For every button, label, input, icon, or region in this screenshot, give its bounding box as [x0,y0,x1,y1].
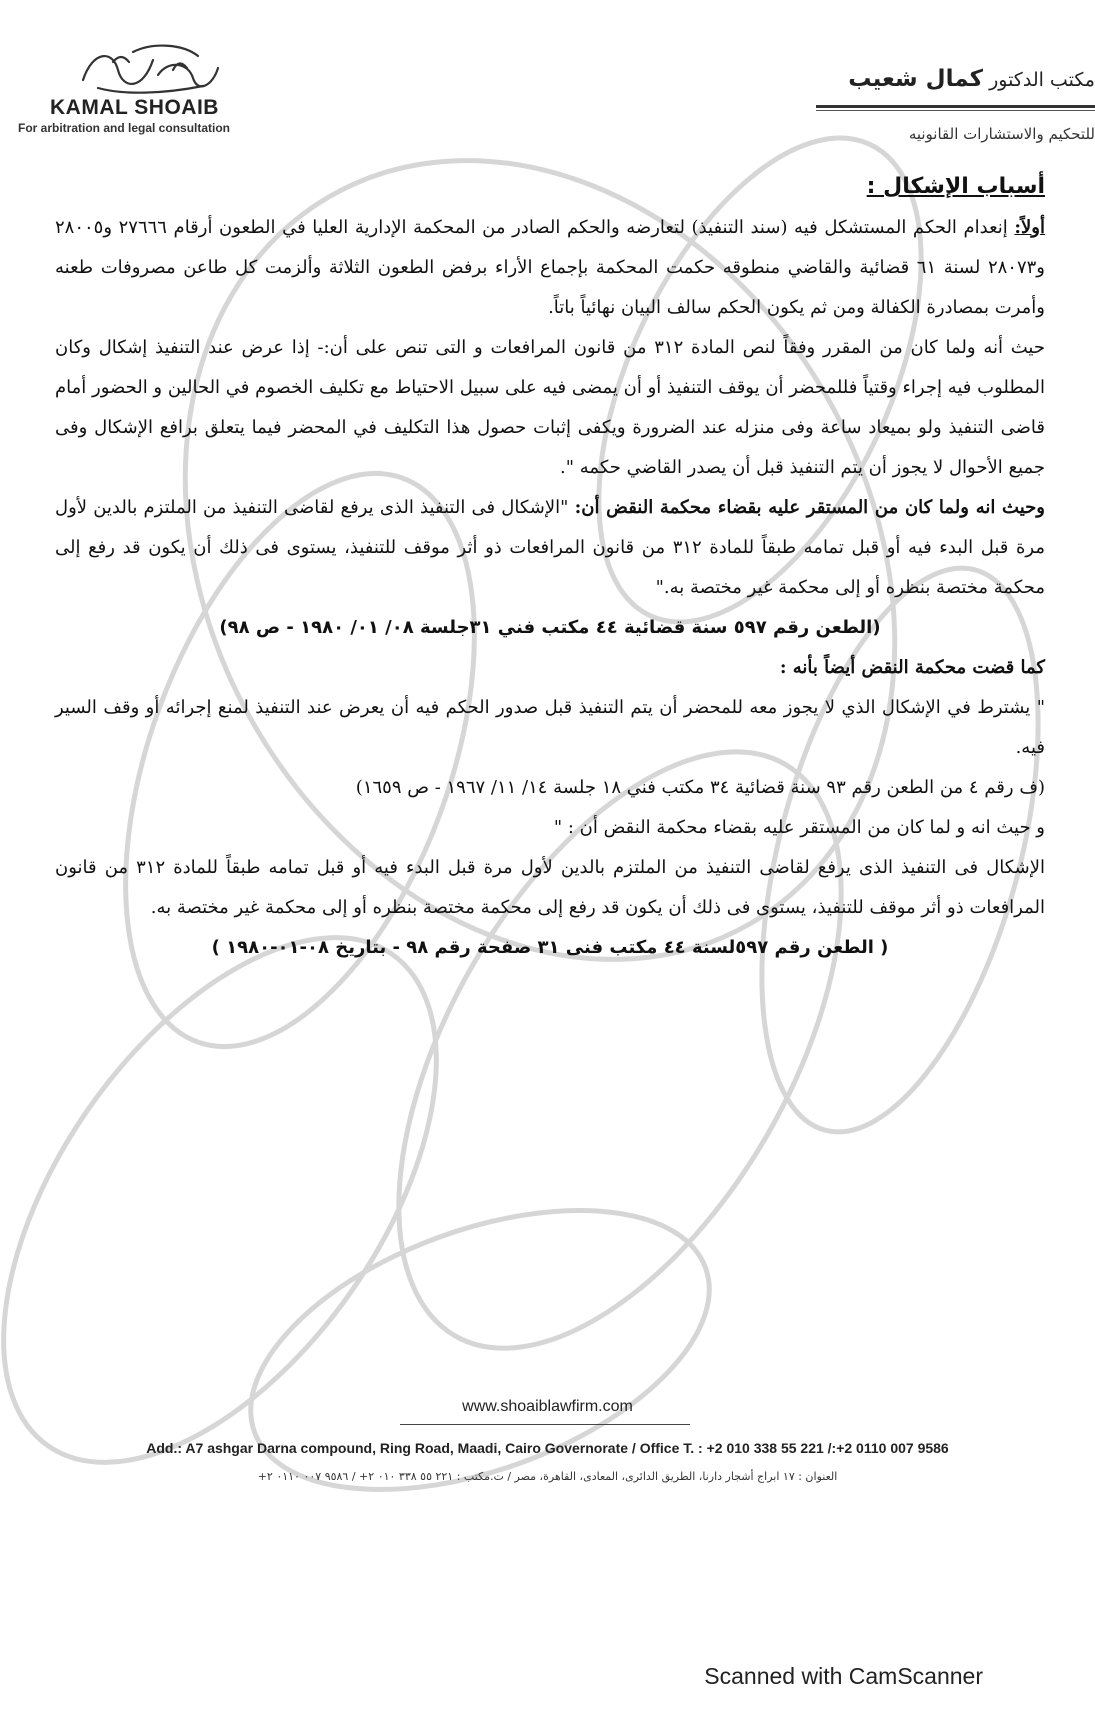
paragraph-condition: " يشترط في الإشكال الذي لا يجوز معه للمحضر أن يتم التنفيذ قبل صدور الحكم فيه أن يعرض عند التنفيذ لمنع إجرائه أو وقف السير فيه. [55,697,1045,758]
paragraph-article-312: حيث أنه ولما كان من المقرر وفقاً لنص المادة ٣١٢ من قانون المرافعات و التى تنص على أن:- إذا عرض عند التنفيذ إشكال وكان المطلوب فيه إجراء وقتياً فللمحضر أن يوقف التنفيذ أو أن يمضى فيه على سبيل الاحتياط مع تكليف الخصوم في الحالين و الحضور أمام قاضى التنفيذ ولو بميعاد ساعة وفى منزله عند الضرورة ويكفى إثبات حصول هذا التكليف في المحضر فيما يتعلق برافع الإشكال وفى جميع الأحوال لا يجوز أن يتم التنفيذ قبل أن يصدر القاضي حكمه ". [55,337,1045,478]
first-label: أولاً: [1014,217,1045,238]
address-arabic: العنوان : ١٧ ابراج أشجار دارنا، الطريق الدائرى، المعادى، القاهرة، مصر / ت.مكتب : ٢٢١ ٥٥ ٣٣٨ ٠١٠ ٢+ / ٩٥٨٦ ٠٠٧ ٠١١٠ ٢+ [257,1470,838,1483]
paragraph-heading-also: كما قضت محكمة النقض أيضاً بأنه : [779,657,1045,678]
office-prefix: مكتب الدكتور [989,69,1095,91]
cassation-text: "الإشكال فى التنفيذ الذى يرفع لقاضى التنفيذ من الملتزم بالدين لأول مرة قبل البدء فيه أو قبل تمامه طبقاً للمادة ٣١٢ من قانون المرافعات ذو أثر موقف للتنفيذ، يستوى فى ذلك أن يكون قد رفع إلى محكمة مختصة بنظره أو إلى محكمة غير مختصة به." [55,497,1045,598]
footer-rule [400,1424,690,1425]
logo-calligraphy-icon [73,40,223,98]
office-title [848,66,1095,92]
first-paragraph-text: إنعدام الحكم المستشكل فيه (سند التنفيذ) لتعارضه والحكم الصادر من المحكمة الإدارية العليا في الطعون أرقام ٢٧٦٦٦ و٢٨٠٠٥ و٢٨٠٧٣ لسنة ٦١ قضائية والقاضي منطوقه حكمت المحكمة بإجماع الأراء برفض الطعون الثلاثة وألزمت كل طاعن مصروفات طعنه وأمرت بمصادرة الكفالة ومن ثم يكون الحكم سالف البيان نهائياً باتاً. [55,217,1045,318]
paragraph-cassation-2-lead: و حيث انه و لما كان من المستقر عليه بقضاء محكمة النقض أن : " [553,817,1045,838]
citation-3: ( الطعن رقم ٥٩٧لسنة ٤٤ مكتب فنى ٣١ صفحة رقم ٩٨ - بتاريخ ٠٨-٠١-١٩٨٠ ) [211,937,889,958]
header-rule-thin [816,110,1095,111]
citation-1: (الطعن رقم ٥٩٧ سنة قضائية ٤٤ مكتب فني ٣١جلسة ٠٨/ ٠١/ ١٩٨٠ - ص ٩٨) [219,617,881,638]
paragraph-cassation-2: الإشكال فى التنفيذ الذى يرفع لقاضى التنفيذ من الملتزم بالدين لأول مرة قبل البدء فيه أو قبل تمامه طبقاً للمادة ٣١٢ من قانون المرافعات ذو أثر موقف للتنفيذ، يستوى فى ذلك أن يكون قد رفع إلى محكمة مختصة بنظره أو إلى محكمة غير مختصة به. [55,857,1045,918]
office-name: كمال شعيب [848,66,984,92]
section-title: أسباب الإشكال : [866,174,1045,199]
citation-2: (ف رقم ٤ من الطعن رقم ٩٣ سنة قضائية ٣٤ مكتب فني ١٨ جلسة ١٤/ ١١/ ١٩٦٧ - ص ١٦٥٩) [355,777,1045,798]
cassation-lead: وحيث انه ولما كان من المستقر عليه بقضاء محكمة النقض أن: [574,497,1045,518]
header-rule [816,105,1095,108]
scanner-label: Scanned with CamScanner [704,1663,983,1689]
paragraph-cassation-1 [55,488,1045,608]
logo-name: KAMAL SHOAIB [50,96,219,119]
firm-logo [18,40,263,135]
address-english: Add.: A7 ashgar Darna compound, Ring Road, Maadi, Cairo Governorate / Office T. : +2 010 338 55 221 /:+2 0110 007 9586 [146,1440,949,1456]
paragraph-first [55,208,1045,328]
office-subtitle: للتحكيم والاستشارات القانونيه [908,125,1095,143]
document-body [55,170,1045,968]
logo-tagline: For arbitration and legal consultation [18,121,231,135]
website-link[interactable]: www.shoaiblawfirm.com [462,1398,633,1415]
